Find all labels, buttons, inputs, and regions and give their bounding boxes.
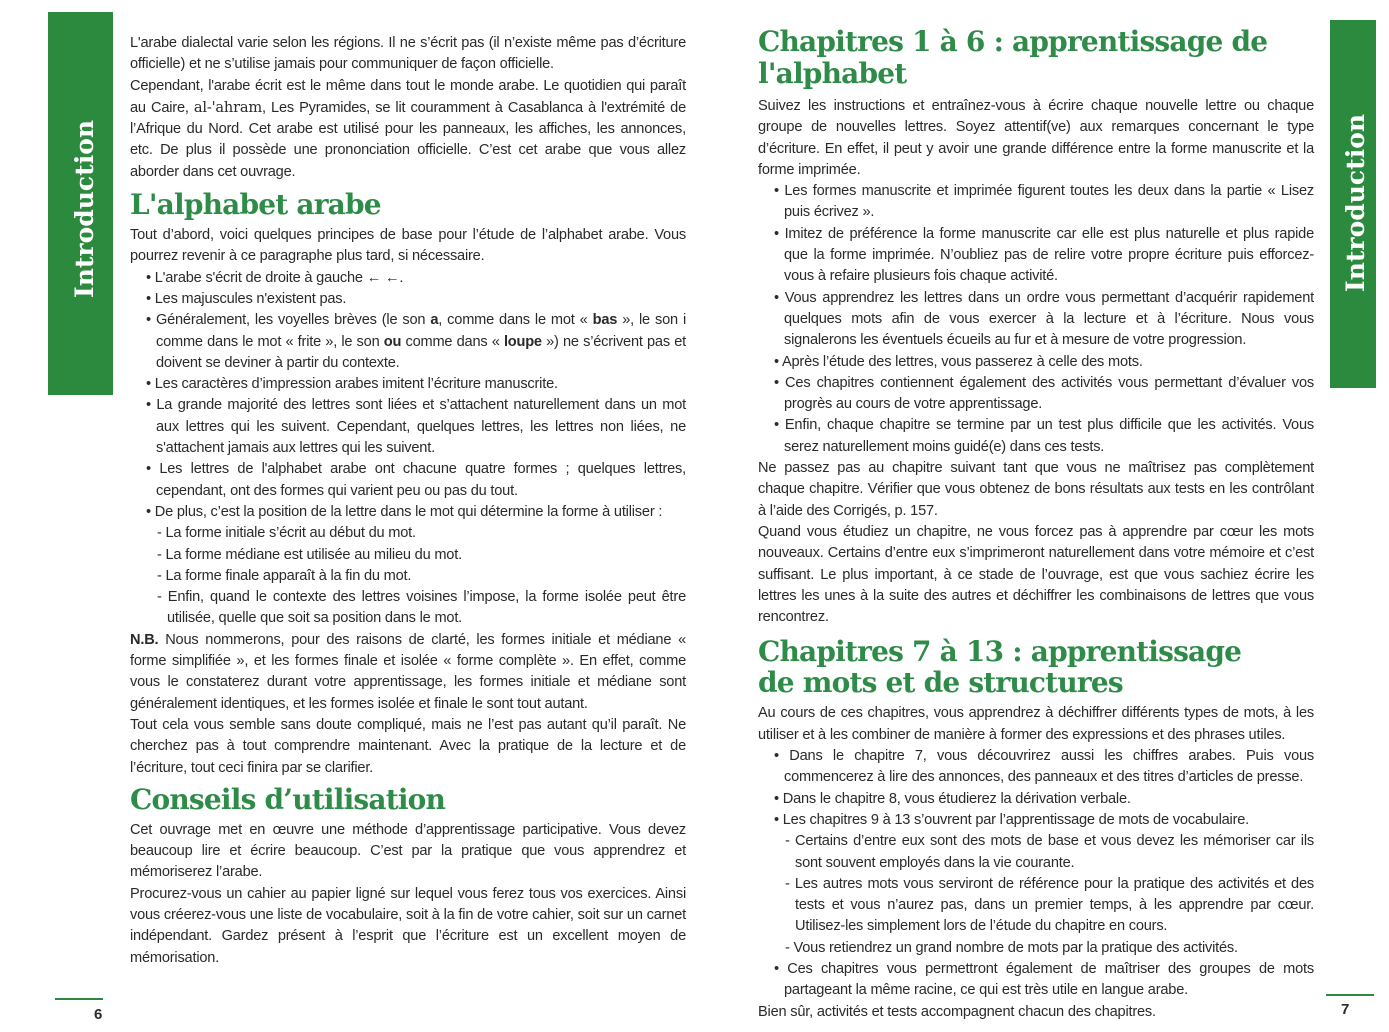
heading-chapitres-1-6: Chapitres 1 à 6 : apprentissage de l'alphabet xyxy=(758,25,1268,90)
paragraph: Bien sûr, activités et tests accompagnent chacun des chapitres. xyxy=(758,1003,1156,1020)
tab-label: Introduction xyxy=(1341,113,1370,292)
list-item: • Les caractères d’impression arabes imitent l’écriture manuscrite. xyxy=(146,376,558,393)
arabic-transliteration: al-'ahram xyxy=(193,98,263,116)
bold-text: a xyxy=(430,312,439,329)
left-page-column xyxy=(130,33,686,969)
paragraph xyxy=(130,76,686,183)
list-item: • Vous apprendrez les lettres dans un ordre vous permettant d’acquérir rapidement quelques mots afin de vous exercer à la lecture et à l’écriture. Nous vous signalerons les éventuels écueils au fur et à mesure de votre progression. xyxy=(774,289,1314,349)
list-item: • Les lettres de l'alphabet arabe ont chacune quatre formes ; quelques lettres, cependant, ont des formes qui varient peu ou pas du tout. xyxy=(146,461,686,499)
bold-text: loupe xyxy=(503,333,542,350)
paragraph: Suivez les instructions et entraînez-vous à écrire chaque nouvelle lettre ou chaque groupe de nouvelles lettres. Soyez attentif(ve) aux remarques concernant le type d’écriture. En effet, il peut y avoir une grande différence entre la forme manuscrite et la forme imprimée. xyxy=(758,98,1314,178)
list-item: • Dans le chapitre 7, vous découvrirez aussi les chiffres arabes. Puis vous commencerez à lire des annonces, des panneaux et des titres d’articles de presse. xyxy=(774,748,1314,786)
list-item: • Imitez de préférence la forme manuscrite car elle est plus naturelle et plus rapide que la forme imprimée. N’oubliez pas de relire votre propre écriture puis efforcez-vous à refaire plusieurs fois chaque activité. xyxy=(774,225,1314,285)
heading-line: Chapitres 7 à 13 : apprentissage xyxy=(758,635,1242,669)
paragraph: Cet ouvrage met en œuvre une méthode d’apprentissage participative. Vous devez beaucoup lire et écrire beaucoup. C’est par la pratique que vous apprendrez et mémoriserez l’arabe. xyxy=(130,821,686,881)
sub-list-item: - Enfin, quand le contexte des lettres voisines l’impose, la forme isolée peut être utilisée, quelle que soit sa position dans le mot. xyxy=(157,589,686,627)
page-number-rule xyxy=(1326,994,1374,996)
heading-alphabet: L'alphabet arabe xyxy=(130,188,381,222)
text: • Généralement, les voyelles brèves (le son xyxy=(146,312,431,329)
list-item: • Les formes manuscrite et imprimée figurent toutes les deux dans la partie « Lisez puis écrivez ». xyxy=(774,183,1314,221)
page-number-rule xyxy=(55,998,103,1000)
text: Cependant, l'arabe écrit est le même dans tout le monde arabe. Le quotidien qui paraît au Caire, xyxy=(130,77,686,116)
text: comme dans « xyxy=(401,333,504,350)
list-item: • Ces chapitres vous permettront également de maîtriser des groupes de mots partageant la même racine, ce qui est très utile en langue arabe. xyxy=(774,960,1314,999)
sub-list-item: - La forme médiane est utilisée au milieu du mot. xyxy=(157,546,462,563)
list-item: • De plus, c’est la position de la lettre dans le mot qui détermine la forme à utiliser : xyxy=(146,503,663,520)
sub-list-item: - La forme initiale s’écrit au début du mot. xyxy=(157,525,416,542)
text: », le son i comme dans le mot « frite », le son xyxy=(156,312,687,350)
text: ») ne s’écrivent pas et doivent se deviner à partir du contexte. xyxy=(156,333,686,371)
text: Nous nommerons, pour des raisons de clarté, les formes initiale et médiane « forme simplifiée », et les formes finale et isolée « forme complète ». En effet, comme vous le constaterez durant votre apprentissage, les formes initiale et médiane sont généralement identiques, et les formes isolée et finale le sont tout autant. xyxy=(130,631,686,712)
list-item: • Ces chapitres contiennent également des activités vous permettant d’évaluer vos progrès au cours de votre apprentissage. xyxy=(774,374,1314,413)
list-item: • Les chapitres 9 à 13 s’ouvrent par l’apprentissage de mots de vocabulaire. xyxy=(774,811,1250,828)
sub-list-item: - Les autres mots vous serviront de référence pour la pratique des activités et des tests et vous n’aurez pas, dans un premier temps, à les apprendre par cœur. Utilisez-les simplement lors de l’étude du chapitre en cours. xyxy=(785,875,1314,935)
list-item xyxy=(130,310,686,374)
paragraph: Procurez-vous un cahier au papier ligné sur lequel vous ferez tous vos exercices. Ainsi vous créerez-vous une liste de vocabulaire, soit à la fin de votre cahier, soit sur un carnet indépendant. Gardez présent à l’esprit que l’écriture est un excellent moyen de mémorisation. xyxy=(130,885,686,966)
page-number-right: 7 xyxy=(1341,1001,1350,1018)
bold-text: bas xyxy=(592,312,618,329)
heading-line: de mots et de structures xyxy=(758,666,1123,700)
right-page-column xyxy=(758,26,1314,1023)
list-item: • Enfin, chaque chapitre se termine par un test plus difficile que les activités. Vous serez naturellement moins guidé(e) dans ces tests. xyxy=(774,417,1314,455)
list-item: • La grande majorité des lettres sont liées et s’attachent naturellement dans un mot aux lettres qui les suivent. Cependant, quelques lettres, les lettres non liées, ne s'attachent jamais aux lettres qui les suivent. xyxy=(146,397,686,457)
sub-list-item: - Vous retiendrez un grand nombre de mots par la pratique des activités. xyxy=(785,939,1238,956)
tab-label: Introduction xyxy=(70,119,99,298)
text: , comme dans le mot « xyxy=(438,312,593,329)
list-item: • Après l’étude des lettres, vous passerez à celle des mots. xyxy=(774,353,1143,370)
sub-list-item: - Certains d’entre eux sont des mots de base et vous devez les mémoriser car ils sont souvent employés dans la vie courante. xyxy=(785,833,1314,871)
page-number-left: 6 xyxy=(94,1006,103,1023)
paragraph: Quand vous étudiez un chapitre, ne vous forcez pas à apprendre par cœur les mots nouveaux. Certains d’entre eux s’imprimeront naturellement dans votre mémoire et c’est suffisant. Le plus important, à ce stade de l’ouvrage, est que vous sachiez écrire les lettres les unes à la suite des autres et déchiffrer les combinaisons de lettres que vous rencontrez. xyxy=(758,523,1314,626)
paragraph: L'arabe dialectal varie selon les régions. Il ne s’écrit pas (il n’existe même pas d’écriture officielle) et ne s’utilise jamais pour communiquer de façon officielle. xyxy=(130,35,686,73)
nb-paragraph xyxy=(130,630,686,715)
list-item: • Les majuscules n'existent pas. xyxy=(146,290,347,307)
heading-conseils: Conseils d’utilisation xyxy=(130,782,446,816)
list-item: • Dans le chapitre 8, vous étudierez la dérivation verbale. xyxy=(774,790,1131,807)
sub-list-item: - La forme finale apparaît à la fin du mot. xyxy=(157,567,412,584)
nb-label: N.B. xyxy=(130,631,159,648)
bold-text: ou xyxy=(383,333,402,350)
list-item: • L'arabe s'écrit de droite à gauche ← ←. xyxy=(146,269,404,286)
heading-chapitres-7-13 xyxy=(758,636,1314,698)
paragraph: Tout cela vous semble sans doute compliqué, mais ne l’est pas autant qu’il paraît. Ne cherchez pas à tout comprendre maintenant. Avec la pratique de la lecture et de l’écriture, tout ceci finira par se clarifier. xyxy=(130,716,686,776)
text: , Les Pyramides, se lit couramment à Casablanca à l'extrémité de l’Afrique du Nord. Cet arabe est utilisé pour les panneaux, les affiches, les annonces, etc. De plus il possède une prononciation officielle. C’est cet arabe que vous allez aborder dans cet ouvrage. xyxy=(130,99,686,180)
paragraph: Ne passez pas au chapitre suivant tant que vous ne maîtrisez pas complètement chaque chapitre. Vérifier que vous obtenez de bons résultats aux tests en les contrôlant à l’aide des Corrigés, p. 157. xyxy=(758,460,1314,519)
paragraph: Au cours de ces chapitres, vous apprendrez à déchiffrer différents types de mots, à les utiliser et à les combiner de manière à former des expressions et des phrases utiles. xyxy=(758,705,1314,743)
paragraph: Tout d’abord, voici quelques principes de base pour l’étude de l’alphabet arabe. Vous pourrez revenir à ce paragraphe plus tard, si nécessaire. xyxy=(130,227,686,265)
